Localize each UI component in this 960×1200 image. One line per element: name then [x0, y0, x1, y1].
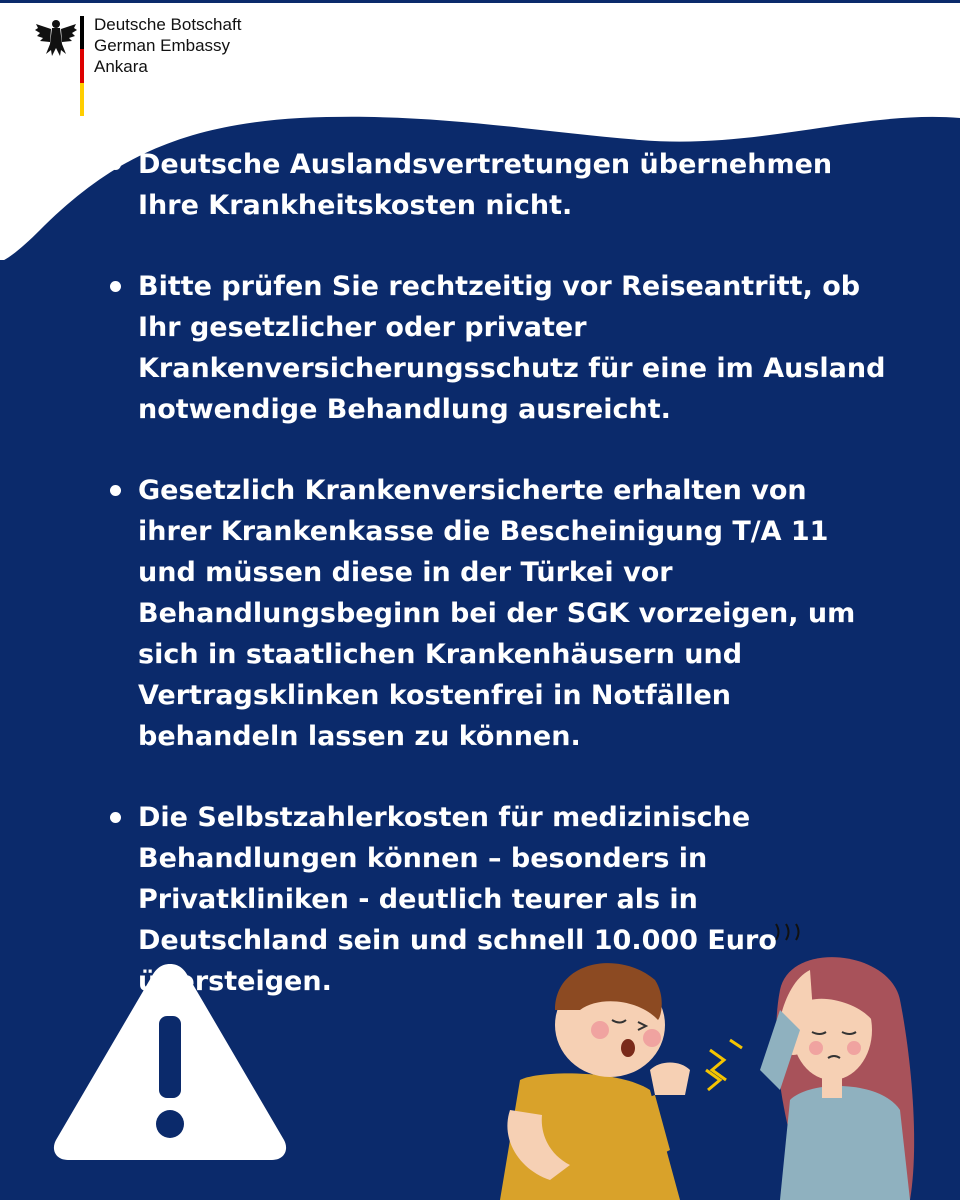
sick-people-illustration [480, 920, 930, 1200]
org-line-3: Ankara [94, 57, 148, 76]
embassy-name [94, 14, 241, 77]
top-rule [0, 0, 960, 3]
federal-eagle-icon [32, 14, 80, 62]
info-bullet-list [108, 144, 888, 1042]
bullet-item: Die Selbstzahlerkosten für medizinische Behandlungen können – besonders in Privatkliniken - deutlich teurer als in Deutschland sein und schnell 10.000 Euro übersteigen. [108, 797, 888, 1002]
bullet-item: Deutsche Auslandsvertretungen übernehmen Ihre Krankheitskosten nicht. [108, 144, 888, 226]
org-line-2: German Embassy [94, 36, 231, 55]
warning-triangle-icon [48, 956, 292, 1166]
german-flag-bar [80, 16, 84, 116]
bullet-item: Bitte prüfen Sie rechtzeitig vor Reiseantritt, ob Ihr gesetzlicher oder privater Krankenversicherungsschutz für eine im Ausland notwendige Behandlung ausreicht. [108, 266, 888, 430]
bullet-item: Gesetzlich Krankenversicherte erhalten von ihrer Krankenkasse die Bescheinigung T/A 11 und müssen diese in der Türkei vor Behandlungsbeginn bei der SGK vorzeigen, um sich in staatlichen Krankenhäusern und Vertragsklinken kostenfrei in Notfällen behandeln lassen zu können. [108, 470, 888, 757]
org-line-1: Deutsche Botschaft [94, 15, 242, 34]
